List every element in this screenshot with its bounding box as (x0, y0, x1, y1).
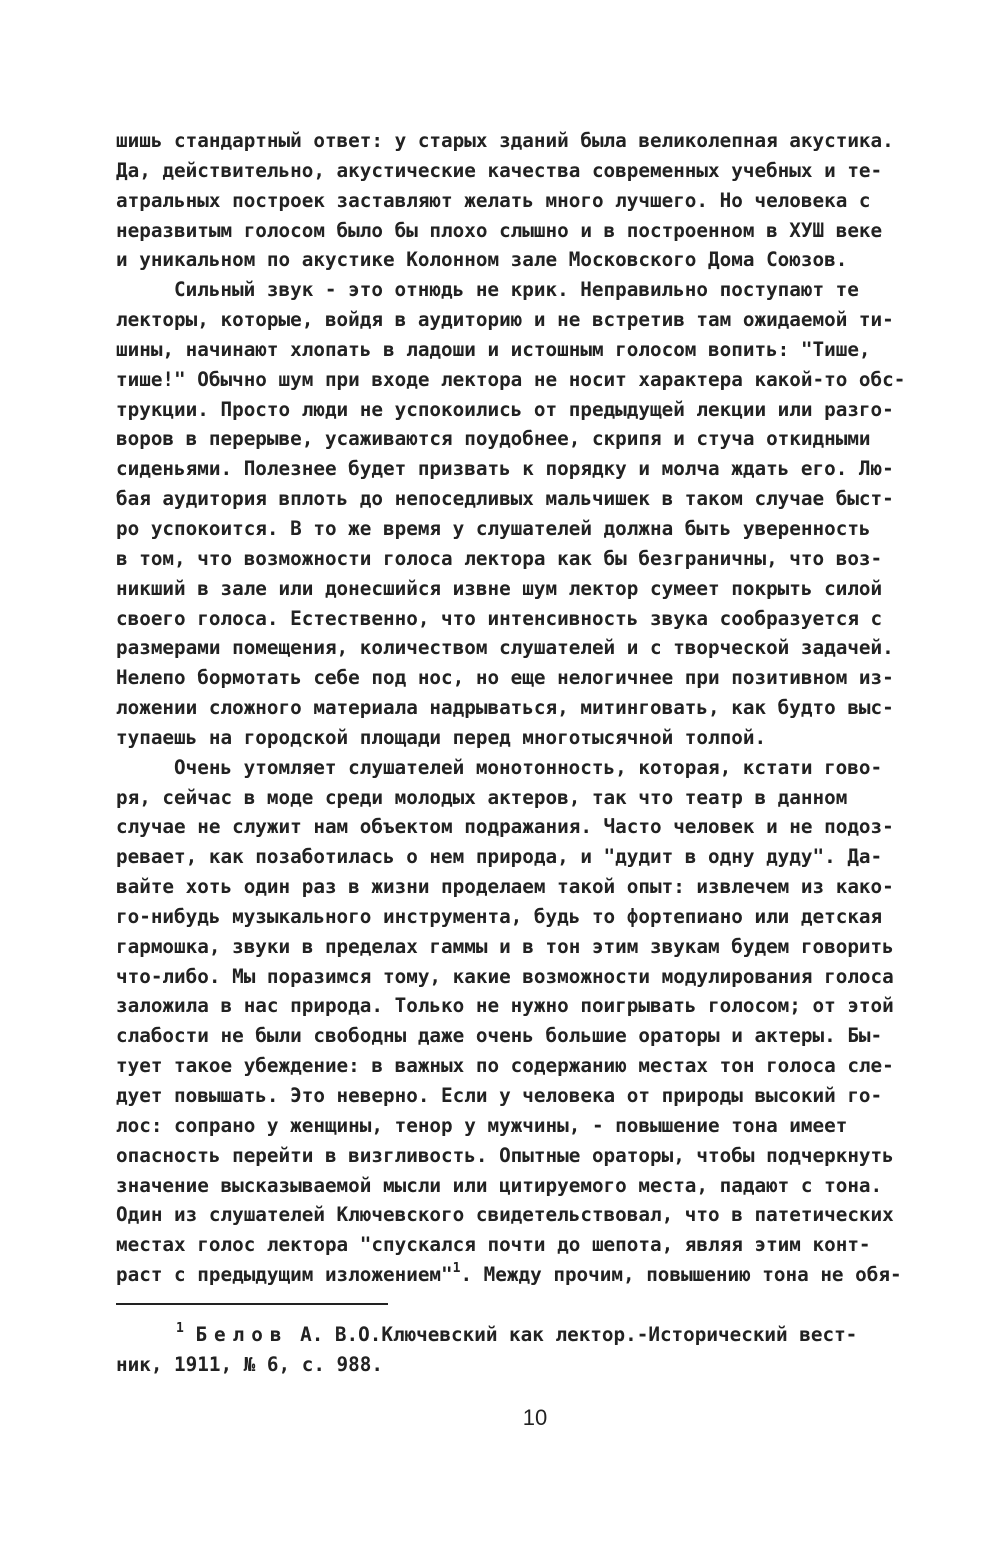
text-line: никший в зале или донесшийся извне шум лектор сумеет покрыть силой (116, 576, 883, 600)
text-line: лекторы, которые, войдя в аудиторию и не встретив там ожидаемой ти- (116, 308, 894, 332)
text-line-with-footnote-ref (116, 1260, 946, 1290)
text-line: ря, сейчас в моде среди молодых актеров, так что театр в данном (116, 785, 848, 809)
text-line: гармошка, звуки в пределах гаммы и в тон этим звукам будем говорить (116, 934, 894, 958)
text-line: Один из слушателей Ключевского свидетельствовал, что в патетических (116, 1203, 894, 1227)
text-line: трукции. Просто люди не успокоились от предыдущей лекции или разго- (116, 397, 894, 421)
text-line: что-либо. Мы поразимся тому, какие возможности модулирования голоса (116, 964, 894, 988)
text-line: бая аудитория вплоть до непоседливых мальчишек в таком случае быст- (116, 487, 894, 511)
text-line: неразвитым голосом было бы плохо слышно и в построенном в ХУШ веке (116, 218, 883, 242)
text-line: Да, действительно, акустические качества современных учебных и те- (116, 158, 883, 182)
text-fragment: . Между прочим, повышению тона не обя- (460, 1263, 902, 1287)
text-line: лос: сопрано у женщины, тенор у мужчины, - повышение тона имеет (116, 1113, 848, 1137)
text-line: и уникальном по акустике Колонном зале Московского Дома Союзов. (116, 248, 848, 272)
footnote-divider (116, 1303, 388, 1305)
text-line: вайте хоть один раз в жизни проделаем такой опыт: извлечем из како- (116, 875, 894, 899)
footnote (116, 1320, 946, 1380)
text-line: тише!" Обычно шум при входе лектора не носит характера какой-то обс- (116, 367, 906, 391)
text-line: своего голоса. Естественно, что интенсивность звука сообразуется с (116, 606, 883, 630)
text-line: атральных построек заставляют желать много лучшего. Но человека с (116, 188, 871, 212)
footnote-reference[interactable]: 1 (452, 1261, 461, 1277)
paragraph-start-line: Очень утомляет слушателей монотонность, которая, кстати гово- (174, 755, 883, 779)
text-fragment: раст с предыдущим изложением" (116, 1263, 453, 1287)
footnote-text: А. В.О.Ключевский как лектор.-Исторический вест- (288, 1323, 858, 1346)
text-line: ревает, как позаботилась о нем природа, и "дудит в одну дуду". Да- (116, 845, 883, 869)
text-line: заложила в нас природа. Только не нужно поигрывать голосом; от этой (116, 994, 894, 1018)
text-line: случае не служит нам объектом подражания. Часто человек и не подоз- (116, 815, 894, 839)
footnote-author: Белов (195, 1323, 289, 1346)
text-line: ложении сложного материала надрываться, митинговать, как будто выс- (116, 696, 894, 720)
text-line: местах голос лектора "спускался почти до шепота, являя этим конт- (116, 1233, 871, 1257)
text-line: слабости не были свободны даже очень большие ораторы и актеры. Бы- (116, 1024, 883, 1048)
text-line: в том, что возможности голоса лектора как бы безграничны, что воз- (116, 546, 883, 570)
text-line: воров в перерыве, усаживаются поудобнее, скрипя и стуча откидными (116, 427, 871, 451)
footnote-line: ник, 1911, № 6, с. 988. (116, 1353, 383, 1376)
text-line: значение высказываемой мысли или цитируемого места, падают с тона. (116, 1173, 883, 1197)
text-line: ро успокоится. В то же время у слушателей должна быть уверенность (116, 516, 871, 540)
page-number: 10 (522, 1405, 548, 1430)
text-line: опасность перейти в визгливость. Опытные ораторы, чтобы подчеркнуть (116, 1143, 894, 1167)
paragraph-start-line: Сильный звук - это отнюдь не крик. Неправильно поступают те (174, 278, 859, 302)
text-line: сиденьями. Полезнее будет призвать к порядку и молча ждать его. Лю- (116, 457, 894, 481)
text-line: размерами помещения, количеством слушателей и с творческой задачей. (116, 636, 894, 660)
text-line: дует повышать. Это неверно. Если у человека от природы высокий го- (116, 1084, 883, 1107)
text-line: шины, начинают хлопать в ладоши и истошным голосом вопить: "Тише, (116, 337, 871, 361)
text-line: шишь стандартный ответ: у старых зданий была великолепная акустика. (116, 129, 894, 152)
text-line: тупаешь на городской площади перед многотысячной толпой. (116, 725, 767, 749)
footnote-line (116, 1320, 946, 1350)
text-line: Нелепо бормотать себе под нос, но еще нелогичнее при позитивном из- (116, 666, 894, 690)
footnote-marker: 1 (176, 1321, 184, 1336)
body-text (116, 126, 946, 1290)
text-line: го-нибудь музыкального инструмента, будь то фортепиано или детская (116, 904, 883, 928)
text-line: тует такое убеждение: в важных по содержанию местах тон голоса сле- (116, 1054, 894, 1078)
